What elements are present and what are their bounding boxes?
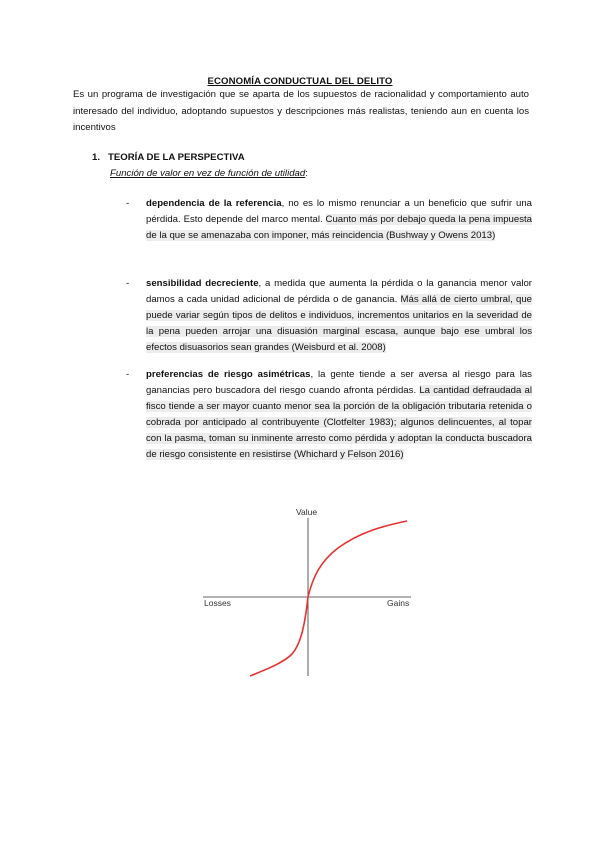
x-axis-negative-label: Losses [204, 598, 231, 608]
bullet-dash: - [126, 198, 130, 209]
bullet-term: dependencia de la referencia [146, 198, 282, 209]
bullet-highlight: Más allá de cierto umbral, que puede variar según tipos de delitos e individuos, incrementos unitarios en la severidad de la pena pueden arrojar una disuasión marginal escasa, aunque bajo ese umbral los efectos disuasorios sean grandes (Weisburd et al. 2008) [146, 294, 533, 353]
bullet-term: preferencias de riesgo asimétricas [146, 369, 311, 380]
bullet-body: , no es lo mismo renunciar a un beneficio que sufrir una pérdida. Esto depende del marco mental. [146, 198, 532, 225]
value-function-figure [195, 506, 425, 687]
bullet-term: sensibilidad decreciente [146, 278, 259, 289]
bullet-item [126, 367, 532, 463]
intro-paragraph: Es un programa de investigación que se aparta de los supuestos de racionalidad y comportamiento auto interesado del individuo, adoptando supuestos y descripciones más realistas, teniendo aun en cuenta los incentivos [73, 89, 529, 134]
bullet-body: , la gente tiende a ser aversa al riesgo para las ganancias pero buscadora del riesgo cuando afronta pérdidas. [146, 369, 532, 396]
section-subtitle [110, 168, 308, 179]
page-title: ECONOMÍA CONDUCTUAL DEL DELITO [207, 76, 393, 87]
bullet-highlight: Cuanto más por debajo queda la pena impuesta de la que se amenazaba con imponer, más reincidencia (Bushway y Owens 2013) [146, 214, 532, 241]
bullet-highlight: La cantidad defraudada al fisco tiende a ser mayor cuanto menor sea la porción de la obligación tributaria retenida o cobrada por anticipado al contribuyente (Clotfelter 1983); algunos delincuentes, al topar con la pasma, toman su inminente arresto como pérdida y adoptan la conducta buscadora de riesgo consistente en resistirse (Whichard y Felson 2016) [146, 385, 532, 460]
section-number: 1. [92, 152, 101, 163]
bullet-text [146, 196, 532, 244]
bullet-item [126, 196, 532, 244]
x-axis-positive-label: Gains [387, 598, 410, 608]
section-heading [92, 152, 245, 163]
bullet-text [146, 367, 532, 463]
bullet-dash: - [126, 278, 130, 289]
bullet-text [146, 276, 532, 356]
value-curve [250, 521, 410, 676]
section-title: TEORÍA DE LA PERSPECTIVA [108, 152, 245, 163]
subtitle-suffix: : [305, 168, 308, 179]
bullet-dash: - [126, 369, 130, 380]
y-axis-label: Value [296, 507, 318, 517]
subtitle-text: Función de valor en vez de función de utilidad [110, 168, 306, 179]
bullet-item [126, 276, 532, 356]
value-function-chart [195, 506, 425, 682]
bullet-body: , a medida que aumenta la pérdida o la ganancia menor valor damos a cada unidad adicional de pérdida o de ganancia. [146, 278, 532, 305]
